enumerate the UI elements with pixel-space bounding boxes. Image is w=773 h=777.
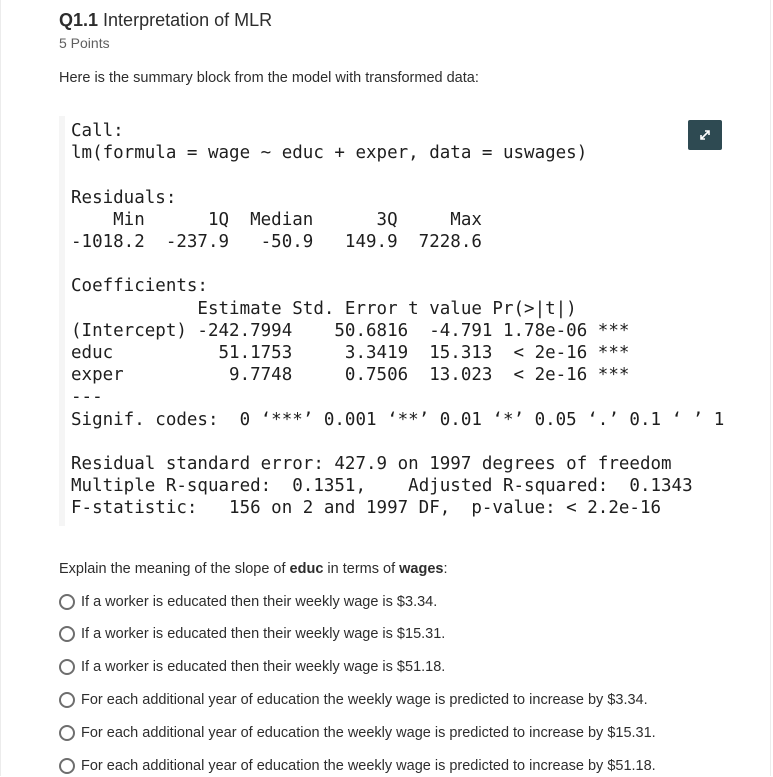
answer-option-label: For each additional year of education the weekly wage is predicted to increase by $15.31. [81,725,656,741]
question-title [59,10,272,31]
expand-image-button[interactable] [688,120,722,150]
radio-unselected-icon[interactable] [59,692,75,708]
radio-unselected-icon[interactable] [59,626,75,642]
radio-unselected-icon[interactable] [59,725,75,741]
prompt-variable: educ [289,561,324,577]
prompt-target: wages [399,561,444,577]
regression-summary-output: Call: lm(formula = wage ~ educ + exper, data = uswages) Residuals: Min 1Q Median 3Q Max -1018.2 -237.9 -50.9 149.9 7228.6 Coefficients: Estimate Std. Error t value Pr(>|t|) (Intercept) -242.7994 50.6816 -4.791 1.78e-06 *** educ 51.1753 3.3419 15.313 < 2e-16 *** exper 9.7748 0.7506 13.023 < 2e-16 *** --- Signif. codes: 0 ‘***’ 0.001 ‘**’ 0.01 ‘*’ 0.05 ‘.’ 0.1 ‘ ’ 1 Residual standard error: 427.9 on 1997 degrees of freedom Multiple R-squared: 0.1351, Adjusted R-squared: 0.1343 F-statistic: 156 on 2 and 1997 DF, p-value: < 2.2e-16 [71,121,725,519]
radio-unselected-icon[interactable] [59,659,75,675]
code-output-box [59,116,729,526]
answer-option[interactable] [59,689,759,711]
answer-option-label: For each additional year of education the weekly wage is predicted to increase by $51.18. [81,758,656,774]
answer-option-label: If a worker is educated then their weekly wage is $3.34. [81,594,438,610]
answer-option-label: If a worker is educated then their weekly wage is $15.31. [81,626,446,642]
answer-option[interactable] [59,755,759,777]
radio-unselected-icon[interactable] [59,758,75,774]
question-title-text: Interpretation of MLR [103,10,273,30]
radio-unselected-icon[interactable] [59,594,75,610]
question-prompt: Explain the meaning of the slope of educ in terms of wages: [59,561,448,577]
answer-option[interactable] [59,656,759,678]
answer-option-label: If a worker is educated then their weekly wage is $51.18. [81,659,446,675]
question-points: 5 Points [59,35,110,51]
expand-icon [698,128,712,142]
answer-option-label: For each additional year of education the weekly wage is predicted to increase by $3.34. [81,692,648,708]
answer-option[interactable] [59,591,759,613]
question-intro: Here is the summary block from the model with transformed data: [59,70,479,86]
answer-option[interactable] [59,623,759,645]
answer-option[interactable] [59,722,759,744]
question-number: Q1.1 [59,10,99,30]
